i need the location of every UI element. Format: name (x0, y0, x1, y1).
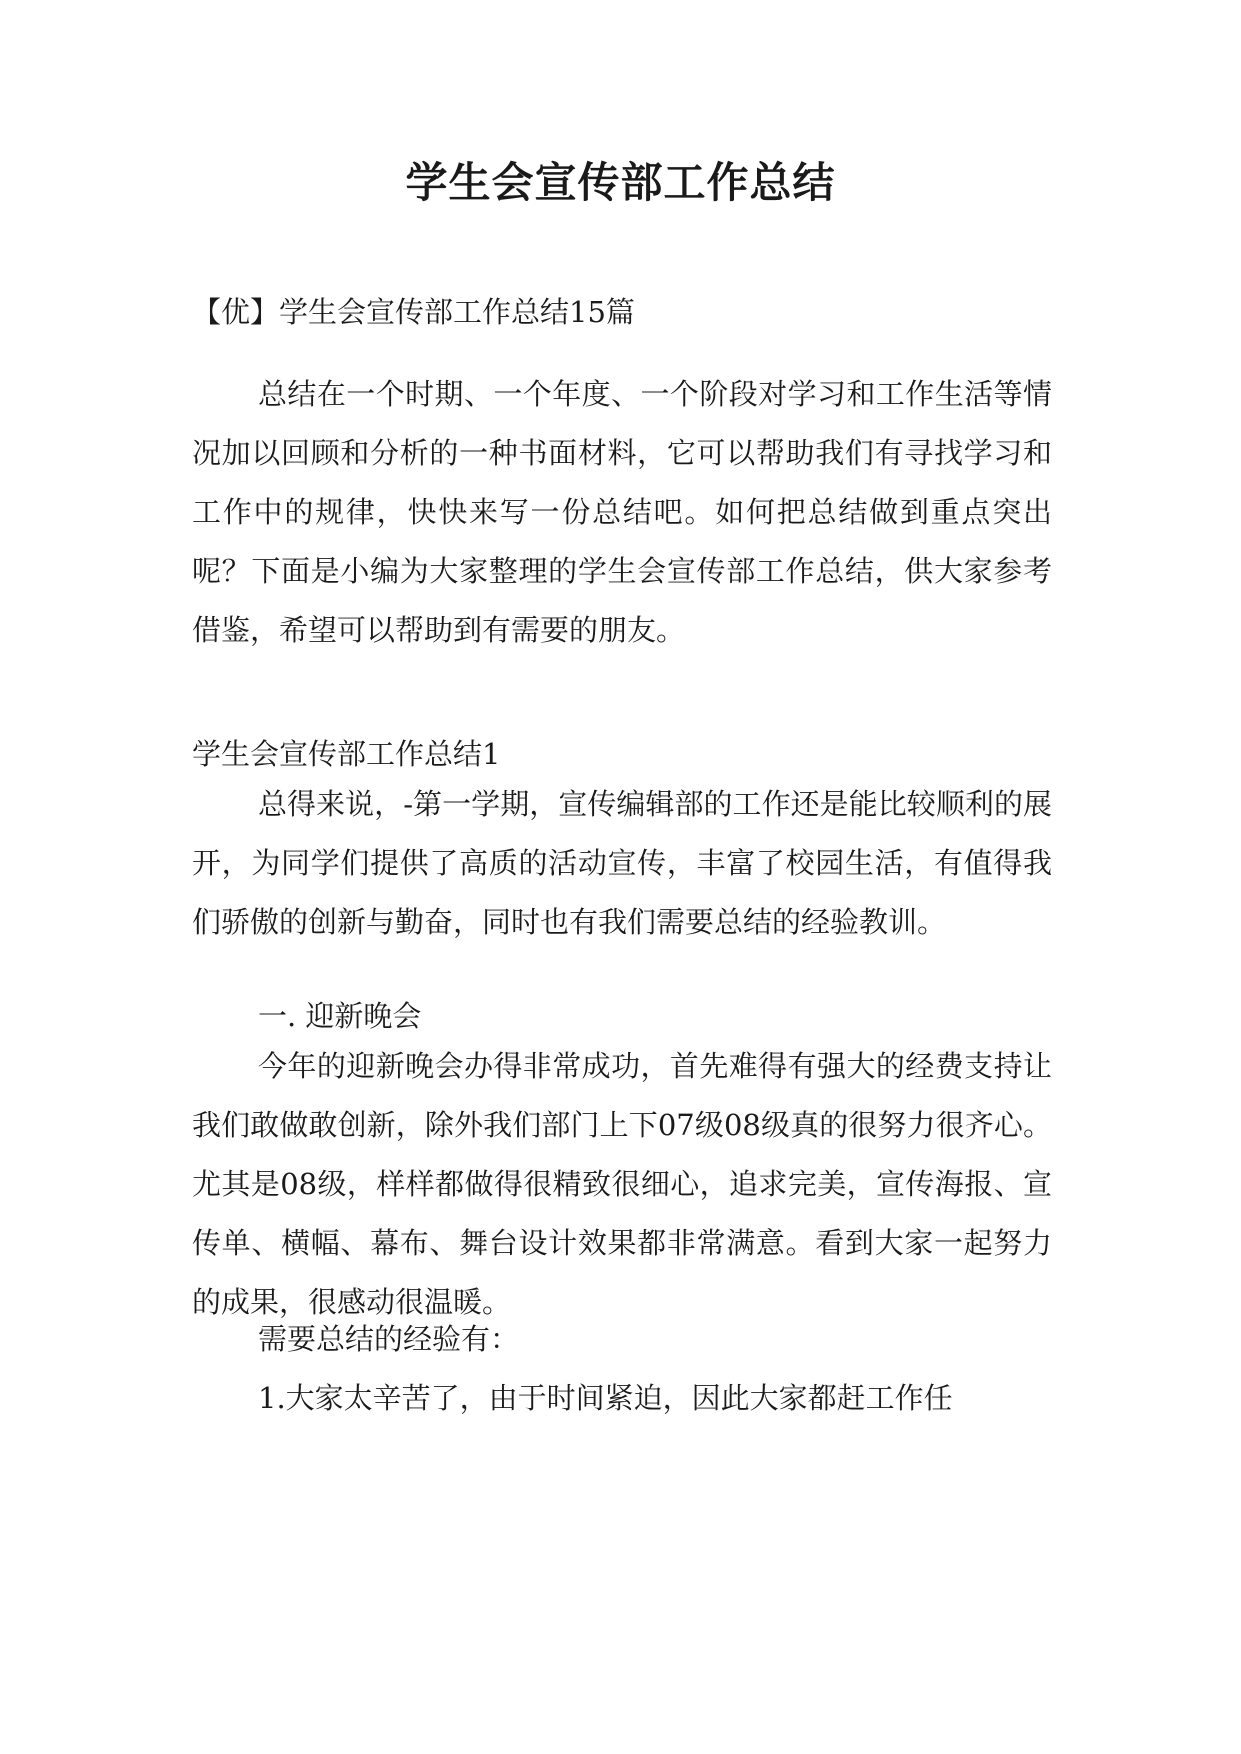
item1-paragraph: 今年的迎新晚会办得非常成功，首先难得有强大的经费支持让我们敢做敢创新，除外我们部门上下07级08级真的很努力很齐心。尤其是08级，样样都做得很精致很细心，追求完美，宣传海报、宣传单、横幅、幕布、舞台设计效果都非常满意。看到大家一起努力的成果，很感动很温暖。 (192, 1049, 1052, 1319)
experience-heading: 需要总结的经验有： (258, 1322, 520, 1356)
section-heading: 学生会宣传部工作总结1 (192, 737, 501, 771)
intro-paragraph: 总结在一个时期、一个年度、一个阶段对学习和工作生活等情况加以回顾和分析的一种书面材料，它可以帮助我们有寻找学习和工作中的规律，快快来写一份总结吧。如何把总结做到重点突出呢？下面是小编为大家整理的学生会宣传部工作总结，供大家参考借鉴，希望可以帮助到有需要的朋友。 (192, 377, 1052, 647)
item1-heading: 一. 迎新晚会 (258, 999, 422, 1033)
experience-item-1: 1.大家太辛苦了，由于时间紧迫，因此大家都赶工作任 (258, 1381, 953, 1415)
document-title: 学生会宣传部工作总结 (405, 158, 836, 207)
document-subtitle: 【优】学生会宣传部工作总结15篇 (192, 295, 635, 329)
section1-paragraph: 总得来说，-第一学期，宣传编辑部的工作还是能比较顺利的展开，为同学们提供了高质的活动宣传，丰富了校园生活，有值得我们骄傲的创新与勤奋，同时也有我们需要总结的经验教训。 (192, 787, 1052, 939)
